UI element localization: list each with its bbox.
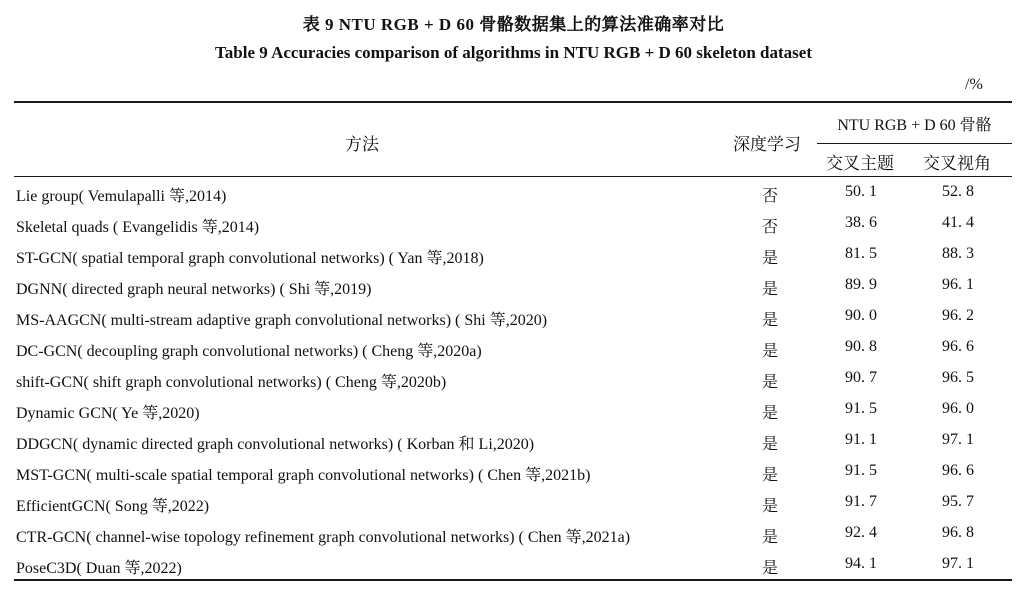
deep-learning-cell: 是 [762,467,779,484]
method-cell: MST-GCN( multi-scale spatial temporal graph convolutional networks) ( Chen 等,2021b) [16,467,591,484]
table-row [0,178,1027,209]
table-body [0,178,1027,581]
cross-subject-cell: 89. 9 [845,276,877,293]
header-sub-rule [817,143,1012,144]
method-cell: MS-AAGCN( multi-stream adaptive graph convolutional networks) ( Shi 等,2020) [16,312,548,329]
cross-view-cell: 96. 0 [942,400,974,417]
cross-subject-cell: 91. 7 [845,493,877,510]
deep-learning-cell: 是 [762,436,779,453]
table-row [0,364,1027,395]
cross-subject-cell: 90. 8 [845,338,877,355]
cross-subject-cell: 91. 5 [845,400,877,417]
cross-subject-cell: 81. 5 [845,245,877,262]
method-cell: DDGCN( dynamic directed graph convolutional networks) ( Korban 和 Li,2020) [16,436,535,453]
deep-learning-cell: 是 [762,560,779,577]
deep-learning-cell: 是 [762,374,779,391]
table-row [0,209,1027,240]
method-cell: PoseC3D( Duan 等,2022) [16,560,182,577]
header-cross-view: 交叉视角 [923,154,991,173]
cross-view-cell: 41. 4 [942,214,974,231]
method-cell: Dynamic GCN( Ye 等,2020) [16,405,200,422]
method-cell: ST-GCN( spatial temporal graph convolutional networks) ( Yan 等,2018) [16,250,484,267]
table-caption-english: Table 9 Accuracies comparison of algorithms in NTU RGB + D 60 skeleton dataset [215,43,812,62]
deep-learning-cell: 否 [762,188,779,205]
table-row [0,240,1027,271]
cross-subject-cell: 90. 0 [845,307,877,324]
table-row [0,550,1027,581]
table-caption-chinese: 表 9 NTU RGB + D 60 骨骼数据集上的算法准确率对比 [302,15,725,34]
table-row [0,519,1027,550]
method-cell: CTR-GCN( channel-wise topology refinement graph convolutional networks) ( Chen 等,2021a) [16,529,631,546]
cross-subject-cell: 94. 1 [845,555,877,572]
cross-subject-cell: 91. 5 [845,462,877,479]
deep-learning-cell: 是 [762,405,779,422]
method-cell: DGNN( directed graph neural networks) ( Shi 等,2019) [16,281,372,298]
cross-view-cell: 96. 2 [942,307,974,324]
table-row [0,426,1027,457]
header-bottom-rule [14,176,1012,177]
header-cross-subject: 交叉主题 [826,154,894,173]
cross-view-cell: 97. 1 [942,431,974,448]
deep-learning-cell: 是 [762,281,779,298]
cross-subject-cell: 38. 6 [845,214,877,231]
table-top-rule [14,101,1012,103]
cross-view-cell: 96. 6 [942,462,974,479]
method-cell: shift-GCN( shift graph convolutional networks) ( Cheng 等,2020b) [16,374,447,391]
method-cell: Skeletal quads ( Evangelidis 等,2014) [16,219,260,236]
cross-view-cell: 96. 6 [942,338,974,355]
cross-view-cell: 96. 5 [942,369,974,386]
deep-learning-cell: 是 [762,498,779,515]
cross-subject-cell: 91. 1 [845,431,877,448]
table-row [0,333,1027,364]
method-cell: EfficientGCN( Song 等,2022) [16,498,210,515]
table-row [0,457,1027,488]
cross-view-cell: 96. 8 [942,524,974,541]
table-row [0,488,1027,519]
cross-view-cell: 52. 8 [942,183,974,200]
table-row [0,271,1027,302]
header-deep-learning: 深度学习 [733,135,801,154]
method-cell: Lie group( Vemulapalli 等,2014) [16,188,227,205]
deep-learning-cell: 是 [762,343,779,360]
cross-subject-cell: 50. 1 [845,183,877,200]
table-bottom-rule [14,579,1012,581]
header-dataset: NTU RGB + D 60 骨骼 [837,117,992,134]
cross-subject-cell: 92. 4 [845,524,877,541]
cross-subject-cell: 90. 7 [845,369,877,386]
method-cell: DC-GCN( decoupling graph convolutional networks) ( Cheng 等,2020a) [16,343,482,360]
table-row [0,395,1027,426]
cross-view-cell: 97. 1 [942,555,974,572]
deep-learning-cell: 是 [762,312,779,329]
deep-learning-cell: 是 [762,529,779,546]
header-method: 方法 [345,135,379,154]
table-row [0,302,1027,333]
deep-learning-cell: 否 [762,219,779,236]
cross-view-cell: 96. 1 [942,276,974,293]
cross-view-cell: 95. 7 [942,493,974,510]
cross-view-cell: 88. 3 [942,245,974,262]
unit-label: /% [965,76,983,93]
deep-learning-cell: 是 [762,250,779,267]
